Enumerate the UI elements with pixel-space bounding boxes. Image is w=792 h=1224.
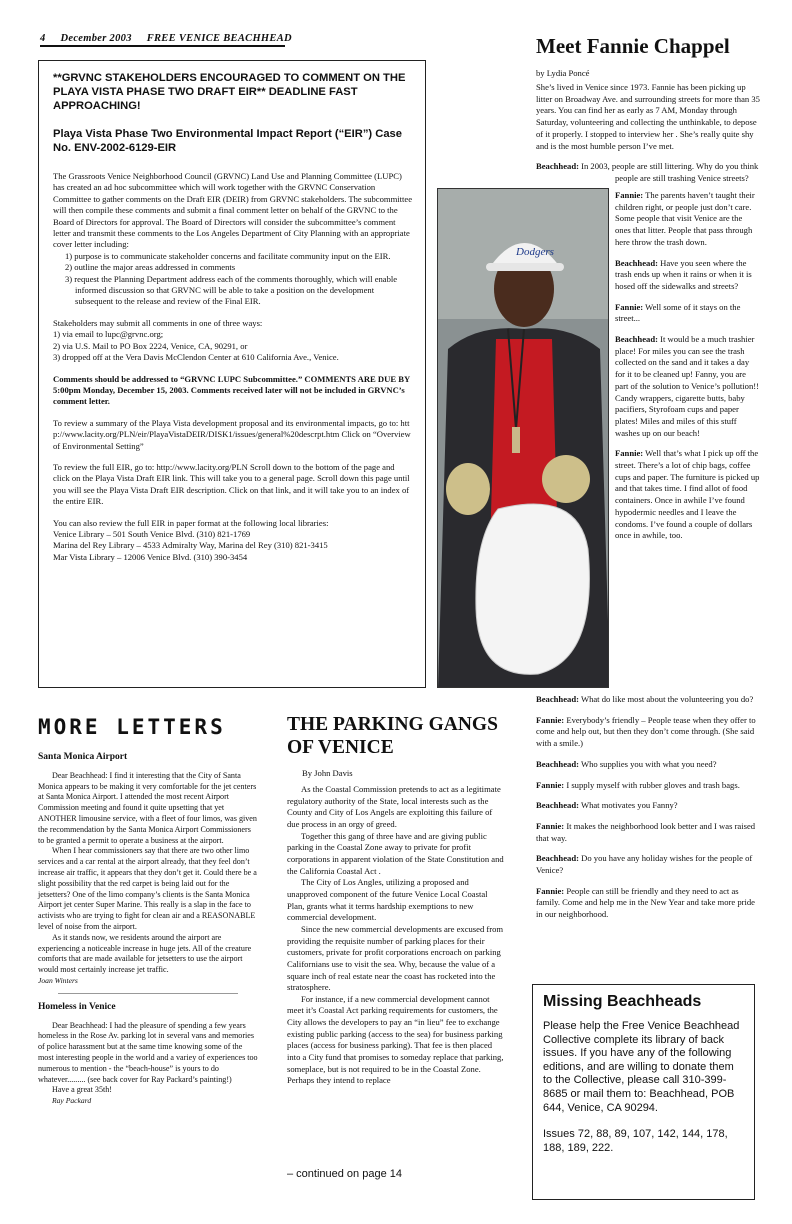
interview-text: Everybody’s friendly – People tease when they offer to come and help out, but then they don’t come through. (She said with a smile.) xyxy=(536,714,756,749)
eir-full-instructions: To review the full EIR, go to: http://www.lacity.org/PLN Scroll down to the bottom of the page and click on the Playa Vista Draft EIR link. This will take you to a general page. Scroll down this page until you will see the Playa Vista Draft EIR description. Click on that link, and it will take you to an index of the entire EIR. xyxy=(53,461,410,507)
letter-paragraph: As it stands now, we residents around the airport are experiencing a noticeable increase in huge jets. All of the creature comforts that are made available for jetsetters to use the airport would most certainly increase jet traffic. xyxy=(38,932,252,975)
interview-text: It would be a much trashier place! For miles you can see the trash collected on the sand and it takes a day for it to be cleaned up! Fanny, you are part of the solution to Venice’s pollution!! Candy wrappers, cigarette butts, baby pacifiers, Styrofoam cups and paper plates! Miles and miles of this stuff washes up on our beach! xyxy=(615,334,760,438)
interview-text: In 2003, people are still littering. Why do you think people are still trashing Venice streets? xyxy=(578,161,759,183)
speaker-label: Beachhead: xyxy=(536,694,579,704)
interview-exchange xyxy=(536,780,760,792)
eir-ways xyxy=(53,318,413,364)
speaker-label: Fannie: xyxy=(615,190,644,200)
issue-date: December 2003 xyxy=(60,33,132,44)
parking-article-title: THE PARKING GANGS OF VENICE xyxy=(287,714,498,758)
eir-list-item: 3) request the Planning Department address each of the comments thoroughly, which will enable informed discussion so that GRVNC will be able to take a position on the development subsequent to the release and review of the Final EIR. xyxy=(65,273,398,307)
interview-text: Well some of it stays on the street... xyxy=(615,301,741,324)
letters-column xyxy=(38,752,258,1107)
interview-text: The parents haven’t taught their children right, or people just don’t care. Some people that visit Venice are the ones that litter. People that pass through here throw the trash down. xyxy=(615,190,755,247)
speaker-label: Beachhead: xyxy=(536,758,579,769)
page-number: 4 xyxy=(40,33,46,44)
parking-article-body xyxy=(287,784,505,1087)
article-paragraph: Since the new commercial developments are excused from providing the requisite number of parking places for their customers, private for profit corporations encroach on parking Californians use to visit the sea. Why, because the value of a square inch of real estate near the coast has rocketed into the stratosphere. xyxy=(287,923,504,993)
missing-issues-list: Issues 72, 88, 89, 107, 142, 144, 178, 188, 189, 222. xyxy=(543,1128,728,1154)
letter-paragraph: When I hear commissioners say that there are two other limo services and a car rental at the airport already, that they feel don’t increase air traffic, it appears that they don’t get it. Could there be a slight possibility that the red carpet is being laid out for the jetsetters? One of the limo company’s clients is the Santa Monica Airport jet center Super Marine. This really is a slap in the face to activists who are trying to fight for clean air and a REASONABLE level of noise from the airport. xyxy=(38,846,257,931)
article-paragraph: As the Coastal Commission pretends to act as a legitimate regulatory authority of the State, local interests such as the County and City of Los Angels are exploiting this failure of due process in an orgy of greed. xyxy=(287,784,501,829)
page-header xyxy=(40,33,292,47)
interview-exchange xyxy=(615,448,760,542)
speaker-label: Beachhead: xyxy=(615,334,658,345)
interview-exchange xyxy=(615,334,760,439)
interview-text: I supply myself with rubber gloves and trash bags. xyxy=(564,779,740,790)
fannie-byline: by Lydia Poncé xyxy=(536,68,590,78)
speaker-label: Beachhead: xyxy=(536,161,579,172)
interview-exchange xyxy=(536,886,760,921)
letter-title: Santa Monica Airport xyxy=(38,752,128,762)
letter-divider xyxy=(58,993,238,994)
eir-body xyxy=(53,171,413,563)
fannie-interview-continued xyxy=(536,694,760,930)
speaker-label: Fannie: xyxy=(536,714,565,725)
interview-exchange xyxy=(536,800,760,812)
eir-deadline: Comments should be addressed to “GRVNC LUPC Subcommittee.” COMMENTS ARE DUE BY 5:00pm Monday, December 15, 2003. Comments received later will not be included in GRVNC’s comment letter. xyxy=(53,373,410,407)
missing-beachheads-box xyxy=(532,984,755,1200)
eir-paragraph: The Grassroots Venice Neighborhood Council (GRVNC) Land Use and Planning Committee (LUPC) has created an ad hoc subcommittee which will work together with the GRVNC Conservation Committee to gather comments on the Draft EIR (DEIR) from GRVNC stakeholders. The subcommittee will then compile these comments and submit a final comment letter on behalf of the GRVNC to the Board of Directors for approval. The Board of Directors will consider the subcommittee’s comment letter and transmit these comments to the Los Angeles Department of City Planning with an appropriate cover letter including: xyxy=(53,171,413,250)
speaker-label: Fannie: xyxy=(615,448,644,459)
speaker-label: Beachhead: xyxy=(536,853,579,864)
eir-library: Venice Library – 501 South Venice Blvd. (310) 821-1769 xyxy=(53,528,251,539)
eir-list-item: 2) outline the major areas addressed in comments xyxy=(65,262,236,273)
interview-exchange xyxy=(615,302,760,325)
eir-library: Mar Vista Library – 12006 Venice Blvd. (310) 390-3454 xyxy=(53,551,248,562)
missing-beachheads-title: Missing Beachheads xyxy=(543,993,702,1010)
paper-name: FREE VENICE BEACHHEAD xyxy=(146,33,292,44)
letter-signature: Ray Packard xyxy=(52,1096,92,1106)
article-paragraph: The City of Los Angles, utilizing a proposed and unapproved component of the future Venice Local Coastal Plan, grants what it terms hardship exemptions to new commercial development. xyxy=(287,877,488,923)
speaker-label: Fannie: xyxy=(615,301,644,312)
cap-logo-text: Dodgers xyxy=(516,246,554,258)
eir-libraries xyxy=(53,518,413,564)
interview-text: Well that’s what I pick up off the street. There’s a lot of chip bags, coffee cups and paper. The furniture is picked up and that takes time. I find allot of food containers. Once in awhile I’ve found hypodermic needles and I leave the condoms. I’ve found a couple of dollars once in awhile, too. xyxy=(615,448,760,541)
fannie-intro xyxy=(536,82,760,185)
interview-text: People can still be friendly and they need to act as family. Come and help me in the New Year and take more pride in our neighborhood. xyxy=(536,885,755,920)
interview-exchange xyxy=(536,853,760,876)
speaker-label: Beachhead: xyxy=(615,257,658,268)
interview-text: Do you have any holiday wishes for the people of Venice? xyxy=(536,853,753,876)
interview-text: Have you seen where the trash ends up when it rains or when it is hosed off the sidewalks and streets? xyxy=(615,257,752,291)
fannie-intro-text: She’s lived in Venice since 1973. Fannie has been picking up litter on Broadway Ave. and surrounding streets for more than 35 years. You can find her as early as 7 AM, Monday through Saturday, volunteering and collecting the unthinkable, to depose of it properly. I stopped to interview her . She’s really quite shy and is the most humble person I’ve met. xyxy=(536,82,760,151)
interview-text: It makes the neighborhood look better and I was raised that way. xyxy=(536,820,756,843)
eir-summary-link-text: To review a summary of the Playa Vista development proposal and its environmental impacts, go to: http://www.lacity.org/PLN/eir/PlayaVistaDEIR/DISK1/issues/general%20descrpt.htm Click on “Overview of Environmental Setting” xyxy=(53,417,411,451)
eir-way: 3) dropped off at the Vera Davis McClendon Center at 610 California Ave., Venice. xyxy=(53,352,339,363)
eir-list-item: 1) purpose is to communicate stakeholder concerns and facilitate community input on the EIR. xyxy=(65,250,391,261)
more-letters-heading: MORE LETTERS xyxy=(38,715,226,739)
interview-exchange xyxy=(615,190,760,249)
speaker-label: Fannie: xyxy=(536,779,565,790)
eir-list xyxy=(53,251,413,308)
eir-way: 2) via U.S. Mail to PO Box 2224, Venice, CA, 90291, or xyxy=(53,340,248,351)
eir-libraries-intro: You can also review the full EIR in paper format at the following local libraries: xyxy=(53,517,329,528)
interview-text: What do like most about the volunteering you do? xyxy=(578,694,754,704)
eir-headline: **GRVNC STAKEHOLDERS ENCOURAGED TO COMMENT ON THE PLAYA VISTA PHASE TWO DRAFT EIR** DEADLINE FAST APPROACHING! xyxy=(53,72,406,112)
fannie-photo-illustration xyxy=(438,189,609,688)
eir-ways-intro: Stakeholders may submit all comments in one of three ways: xyxy=(53,317,263,328)
parking-byline: By John Davis xyxy=(302,768,353,778)
fannie-article-title: Meet Fannie Chappel xyxy=(536,34,730,58)
fannie-q1 xyxy=(536,161,760,184)
speaker-label: Fannie: xyxy=(536,820,565,831)
letter-paragraph: Dear Beachhead: I find it interesting that the City of Santa Monica appears to be making it very comfortable for the jet centers at Santa Monica Airport. I attended the most recent Airport Commission meeting and found it quite upsetting that yet ANOTHER limousine service, with a fleet of four limos, was given the recommendation by the Santa Monica Airport Commissioners to be granted a permit to operate a business at the airport. xyxy=(38,770,257,845)
interview-exchange xyxy=(615,258,760,293)
article-paragraph: For instance, if a new commercial development cannot meet it’s Coastal Act parking requirements for customers, the City allows the developers to pay an “in lieu” fee to exchange existing public parking (access to the sea) for business parking places (access for business parking). That fee is then placed into a City fund that promises to someday replace that parking, someplace, but is not required to be in the Coastal Zone. Perhaps they intend to replace xyxy=(287,993,504,1086)
fannie-photo xyxy=(437,188,609,688)
missing-beachheads-body: Please help the Free Venice Beachhead Collective complete its library of back issues. If you have any of the following editions, and are willing to donate them to the Collective, please call 310-399-8685 or mail them to: Beachhead, POB 644, Venice, CA 90294. xyxy=(543,1020,740,1114)
interview-exchange xyxy=(536,694,760,706)
interview-exchange xyxy=(536,715,760,750)
fannie-interview-column xyxy=(615,190,760,551)
eir-subhead: Playa Vista Phase Two Environmental Impact Report (“EIR”) Case No. ENV-2002-6129-EIR xyxy=(53,128,402,154)
continued-note: – continued on page 14 xyxy=(287,1168,402,1180)
speaker-label: Fannie: xyxy=(536,885,565,896)
eir-notice-box xyxy=(38,60,426,688)
letter-signature: Joan Winters xyxy=(38,975,78,985)
speaker-label: Beachhead: xyxy=(536,800,579,811)
eir-way: 1) via email to lupc@grvnc.org; xyxy=(53,329,164,340)
letter-title: Homeless in Venice xyxy=(38,1001,116,1012)
interview-exchange xyxy=(536,759,760,771)
interview-text: Who supplies you with what you need? xyxy=(578,758,717,769)
letter-paragraph: Have a great 35th! xyxy=(52,1085,112,1095)
interview-text: What motivates you Fanny? xyxy=(578,800,678,811)
letter-paragraph: Dear Beachhead: I had the pleasure of spending a few years homeless in the Rose Av. parking lot in several vans and memories of police harassment but at the same time knowing some of the most interesting people in the world and a variey of experiences too numerous to mention - the “beach-house” is yours to do whatever......... (see back cover for Ray Packard’s painting!) xyxy=(38,1020,258,1084)
eir-library: Marina del Rey Library – 4533 Admiralty Way, Marina del Rey (310) 821-3415 xyxy=(53,540,328,551)
interview-exchange xyxy=(536,821,760,844)
article-paragraph: Together this gang of three have and are giving public parking in the Coastal Zone away to private for profit corporations in apparent violation of the State Constitution and the California Coastal Act . xyxy=(287,830,504,876)
